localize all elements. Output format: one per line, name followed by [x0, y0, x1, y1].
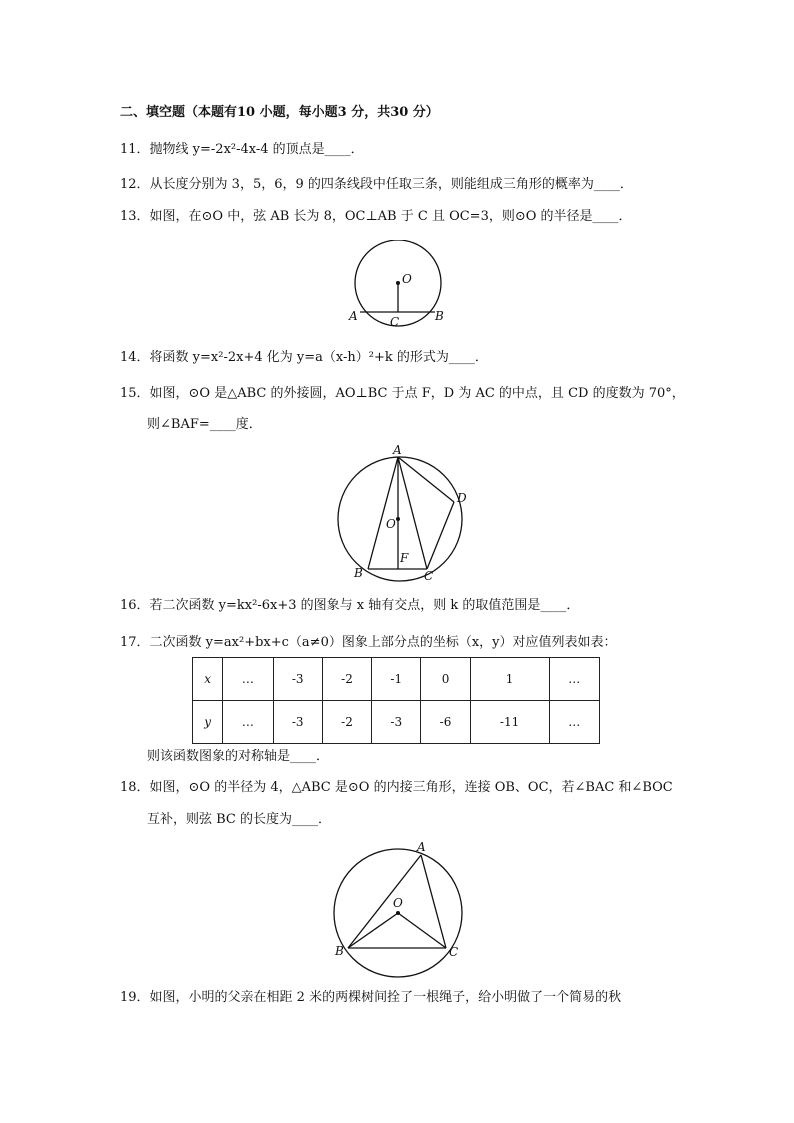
question-11: 11．抛物线 y=-2x²-4x-4 的顶点是____． [120, 142, 364, 157]
center-dot [396, 281, 400, 285]
table-cell: -1 [372, 658, 421, 701]
section-heading: 二、填空题（本题有10 小题，每小题3 分，共30 分） [120, 105, 439, 120]
label-b: B [335, 944, 344, 958]
table-cell: -3 [273, 658, 322, 701]
label-c: C [424, 569, 434, 583]
label-d: D [457, 491, 467, 505]
table-cell: … [549, 701, 600, 744]
label-a: A [349, 309, 358, 323]
question-12: 12．从长度分别为 3，5，6，9 的四条线段中任取三条，则能组成三角形的概率为____． [120, 177, 633, 192]
question-18-line1: 18．如图，⊙O 的半径为 4，△ABC 是⊙O 的内接三角形，连接 OB、OC，若∠BAC 和∠BOC [120, 780, 673, 795]
table-cell: -11 [470, 701, 549, 744]
side-ac [421, 855, 446, 948]
side-ab [368, 457, 398, 569]
label-o: O [386, 517, 396, 531]
center-dot [396, 911, 400, 915]
question-14: 14．将函数 y=x²-2x+4 化为 y=a（x-h）²+k 的形式为____． [120, 350, 488, 365]
row-label: x [193, 658, 223, 701]
label-c: C [390, 315, 400, 329]
question-13: 13．如图，在⊙O 中，弦 AB 长为 8，OC⊥AB 于 C 且 OC=3，则⊙O 的半径是____． [120, 209, 632, 224]
segment-dc [427, 502, 454, 569]
label-c: C [449, 945, 459, 959]
figure-q18 [328, 835, 468, 980]
table-cell: 1 [470, 658, 549, 701]
table-row-x [193, 658, 600, 701]
label-o: O [393, 896, 403, 910]
center-dot [396, 517, 400, 521]
figure-q15 [330, 440, 480, 590]
segment-ad [398, 457, 454, 502]
side-ab [348, 855, 421, 948]
table-cell: -6 [421, 701, 470, 744]
label-b: B [354, 566, 363, 580]
question-19: 19．如图，小明的父亲在相距 2 米的两棵树间拴了一根绳子，给小明做了一个简易的秋 [120, 990, 622, 1005]
question-18-line2: 互补，则弦 BC 的长度为____． [147, 812, 332, 827]
table-cell: -2 [322, 701, 371, 744]
segment-ob [348, 913, 398, 948]
label-f: F [400, 551, 409, 565]
table-cell: … [223, 701, 273, 744]
table-cell: -3 [273, 701, 322, 744]
table-cell: 0 [421, 658, 470, 701]
row-label: y [193, 701, 223, 744]
segment-oc [398, 913, 446, 948]
figure-q13 [345, 240, 455, 330]
table-row-y [193, 701, 600, 744]
label-a: A [393, 443, 402, 457]
question-17-after: 则该函数图象的对称轴是____． [147, 749, 330, 764]
table-cell: … [223, 658, 273, 701]
table-cell: -3 [372, 701, 421, 744]
question-15-line1: 15．如图，⊙O 是△ABC 的外接圆，AO⊥BC 于点 F，D 为 AC 的中点，且 CD 的度数为 70°， [120, 386, 685, 401]
value-table [192, 657, 600, 744]
question-16: 16．若二次函数 y=kx²-6x+3 的图象与 x 轴有交点，则 k 的取值范围是____． [120, 598, 580, 613]
label-a: A [417, 840, 426, 854]
question-15-line2: 则∠BAF=____度． [147, 417, 262, 432]
question-17: 17．二次函数 y=ax²+bx+c（a≠0）图象上部分点的坐标（x，y）对应值列表如表： [120, 635, 617, 650]
table-cell: … [549, 658, 600, 701]
label-b: B [435, 309, 444, 323]
label-o: O [402, 272, 412, 286]
table-cell: -2 [322, 658, 371, 701]
